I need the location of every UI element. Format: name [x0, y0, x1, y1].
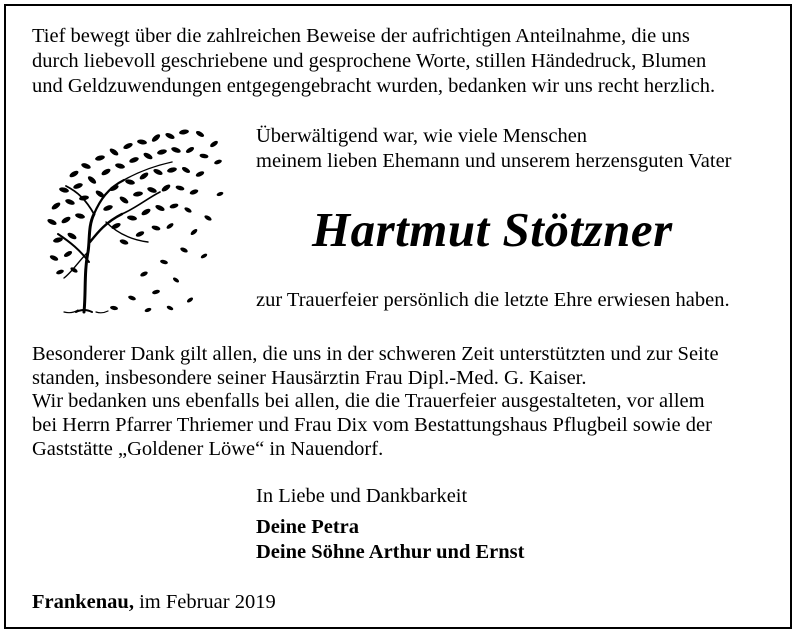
thanks-line-4: bei Herrn Pfarrer Thriemer und Frau Dix vom Bestattungshaus Pflugbeil sowie der [32, 414, 712, 436]
thanks-line-5: Gaststätte „Goldener Löwe“ in Nauendorf. [32, 438, 384, 460]
overwhelm-line-1: Überwältigend war, wie viele Menschen [256, 125, 588, 147]
sender-petra: Deine Petra [256, 516, 360, 538]
place: Frankenau, [32, 591, 134, 613]
thanks-line-2: standen, insbesondere seiner Hausärztin Frau Dipl.-Med. G. Kaiser. [32, 367, 587, 389]
tree-with-falling-leaves-icon [44, 122, 228, 318]
closing-line: In Liebe und Dankbarkeit [256, 485, 468, 507]
thanks-line-3: Wir bedanken uns ebenfalls bei allen, die die Trauerfeier ausgestalteten, vor allem [32, 390, 705, 412]
intro-line-2: durch liebevoll geschriebene und gesprochene Worte, stillen Händedruck, Blumen [32, 50, 707, 72]
date: im Februar 2019 [139, 591, 276, 613]
place-date-line [32, 590, 276, 614]
intro-line-1: Tief bewegt über die zahlreichen Beweise der aufrichtigen Anteilnahme, die uns [32, 25, 690, 47]
intro-line-3: und Geldzuwendungen entgegengebracht wurden, bedanken wir uns recht herzlich. [32, 75, 716, 97]
sender-sons: Deine Söhne Arthur und Ernst [256, 541, 525, 563]
thanks-line-1: Besonderer Dank gilt allen, die uns in der schweren Zeit unterstützten und zur Seite [32, 343, 719, 365]
honor-line: zur Trauerfeier persönlich die letzte Ehre erwiesen haben. [256, 289, 730, 311]
deceased-name: Hartmut Stötzner [312, 202, 673, 257]
overwhelm-line-2: meinem lieben Ehemann und unserem herzensguten Vater [256, 150, 732, 172]
